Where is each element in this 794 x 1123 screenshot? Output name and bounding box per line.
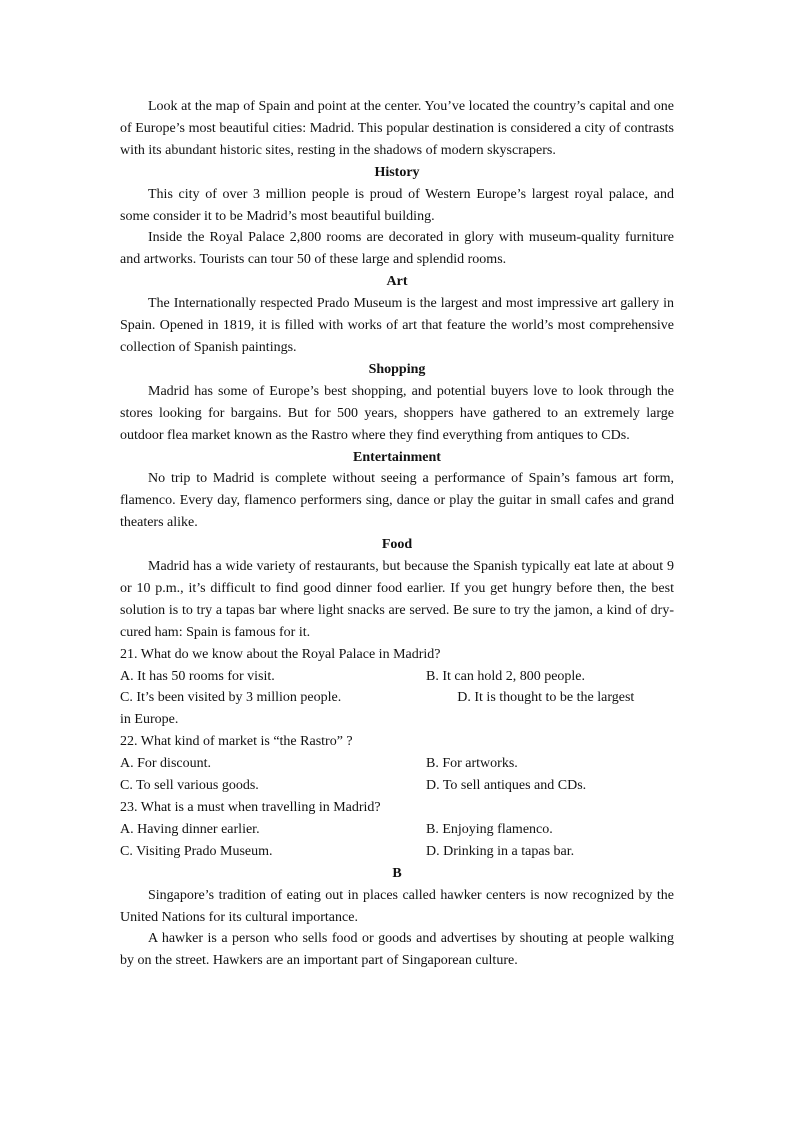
- question-21-option-b: B. It can hold 2, 800 people.: [426, 668, 586, 684]
- passage-b-paragraph-1: Singapore’s tradition of eating out in places called hawker centers is now recognized by the United Nations for its cultural importance.: [120, 887, 674, 925]
- question-21-stem: 21. What do we know about the Royal Palace in Madrid?: [120, 646, 441, 662]
- question-21-option-a: A. It has 50 rooms for visit.: [120, 668, 275, 684]
- question-21-options-row-1: [120, 666, 674, 688]
- section-heading-art: Art: [386, 274, 408, 290]
- question-21-option-c: C. It’s been visited by 3 million people.: [120, 690, 342, 706]
- section-heading-shopping: Shopping: [368, 361, 426, 377]
- question-21-option-d-continued: in Europe.: [120, 712, 179, 728]
- question-23-options-row-1: [120, 819, 674, 841]
- question-23-options-row-2: [120, 841, 674, 863]
- section-heading-food: Food: [381, 537, 413, 553]
- question-23-option-a: A. Having dinner earlier.: [120, 821, 260, 837]
- passage-b-heading: B: [392, 865, 402, 881]
- history-paragraph-1: This city of over 3 million people is proud of Western Europe’s largest royal palace, and some consider it to be Madrid’s most beautiful building.: [120, 186, 674, 224]
- question-21-options-row-2: [120, 687, 674, 709]
- question-23-option-c: C. Visiting Prado Museum.: [120, 843, 273, 859]
- question-22-option-d: D. To sell antiques and CDs.: [426, 778, 587, 794]
- question-23-option-b: B. Enjoying flamenco.: [426, 821, 553, 837]
- food-paragraph: Madrid has a wide variety of restaurants, but because the Spanish typically eat late at about 9 or 10 p.m., it’s difficult to find good dinner food earlier. If you get hungry before then, the best solution is to try a tapas bar where light snacks are served. Be sure to try the jamon, a kind of dry-cured ham: Spain is famous for it.: [120, 559, 674, 640]
- shopping-paragraph: Madrid has some of Europe’s best shopping, and potential buyers love to look through the stores looking for bargains. But for 500 years, shoppers have gathered to an extremely large outdoor flea market known as the Rastro where they find everything from antiques to CDs.: [120, 383, 674, 443]
- intro-paragraph: Look at the map of Spain and point at the center. You’ve located the country’s capital and one of Europe’s most beautiful cities: Madrid. This popular destination is considered a city of contrasts with its abundant historic sites, resting in the shadows of modern skyscrapers.: [120, 99, 674, 158]
- question-22-stem: 22. What kind of market is “the Rastro” ?: [120, 734, 353, 750]
- question-22-option-c: C. To sell various goods.: [120, 778, 259, 794]
- art-paragraph: The Internationally respected Prado Museum is the largest and most impressive art gallery in Spain. Opened in 1819, it is filled with works of art that feature the world’s most comprehensive collection of Spanish paintings.: [120, 296, 674, 355]
- question-22-options-row-2: [120, 775, 674, 797]
- question-21-option-d: D. It is thought to be the largest: [457, 690, 635, 706]
- entertainment-paragraph: No trip to Madrid is complete without seeing a performance of Spain’s famous art form, flamenco. Every day, flamenco performers sing, dance or play the guitar in small cafes and grand theaters alike.: [120, 471, 674, 531]
- question-22-options-row-1: [120, 753, 674, 775]
- section-heading-entertainment: Entertainment: [353, 449, 441, 465]
- history-paragraph-2: Inside the Royal Palace 2,800 rooms are decorated in glory with museum-quality furniture and artworks. Tourists can tour 50 of these large and splendid rooms.: [120, 230, 674, 268]
- question-22-option-b: B. For artworks.: [426, 756, 518, 772]
- question-23-stem: 23. What is a must when travelling in Madrid?: [120, 800, 381, 815]
- question-22-option-a: A. For discount.: [120, 756, 211, 772]
- passage-b-paragraph-2: A hawker is a person who sells food or goods and advertises by shouting at people walking by on the street. Hawkers are an important part of Singaporean culture.: [120, 931, 674, 969]
- section-heading-history: History: [374, 164, 420, 180]
- question-23-option-d: D. Drinking in a tapas bar.: [426, 843, 575, 859]
